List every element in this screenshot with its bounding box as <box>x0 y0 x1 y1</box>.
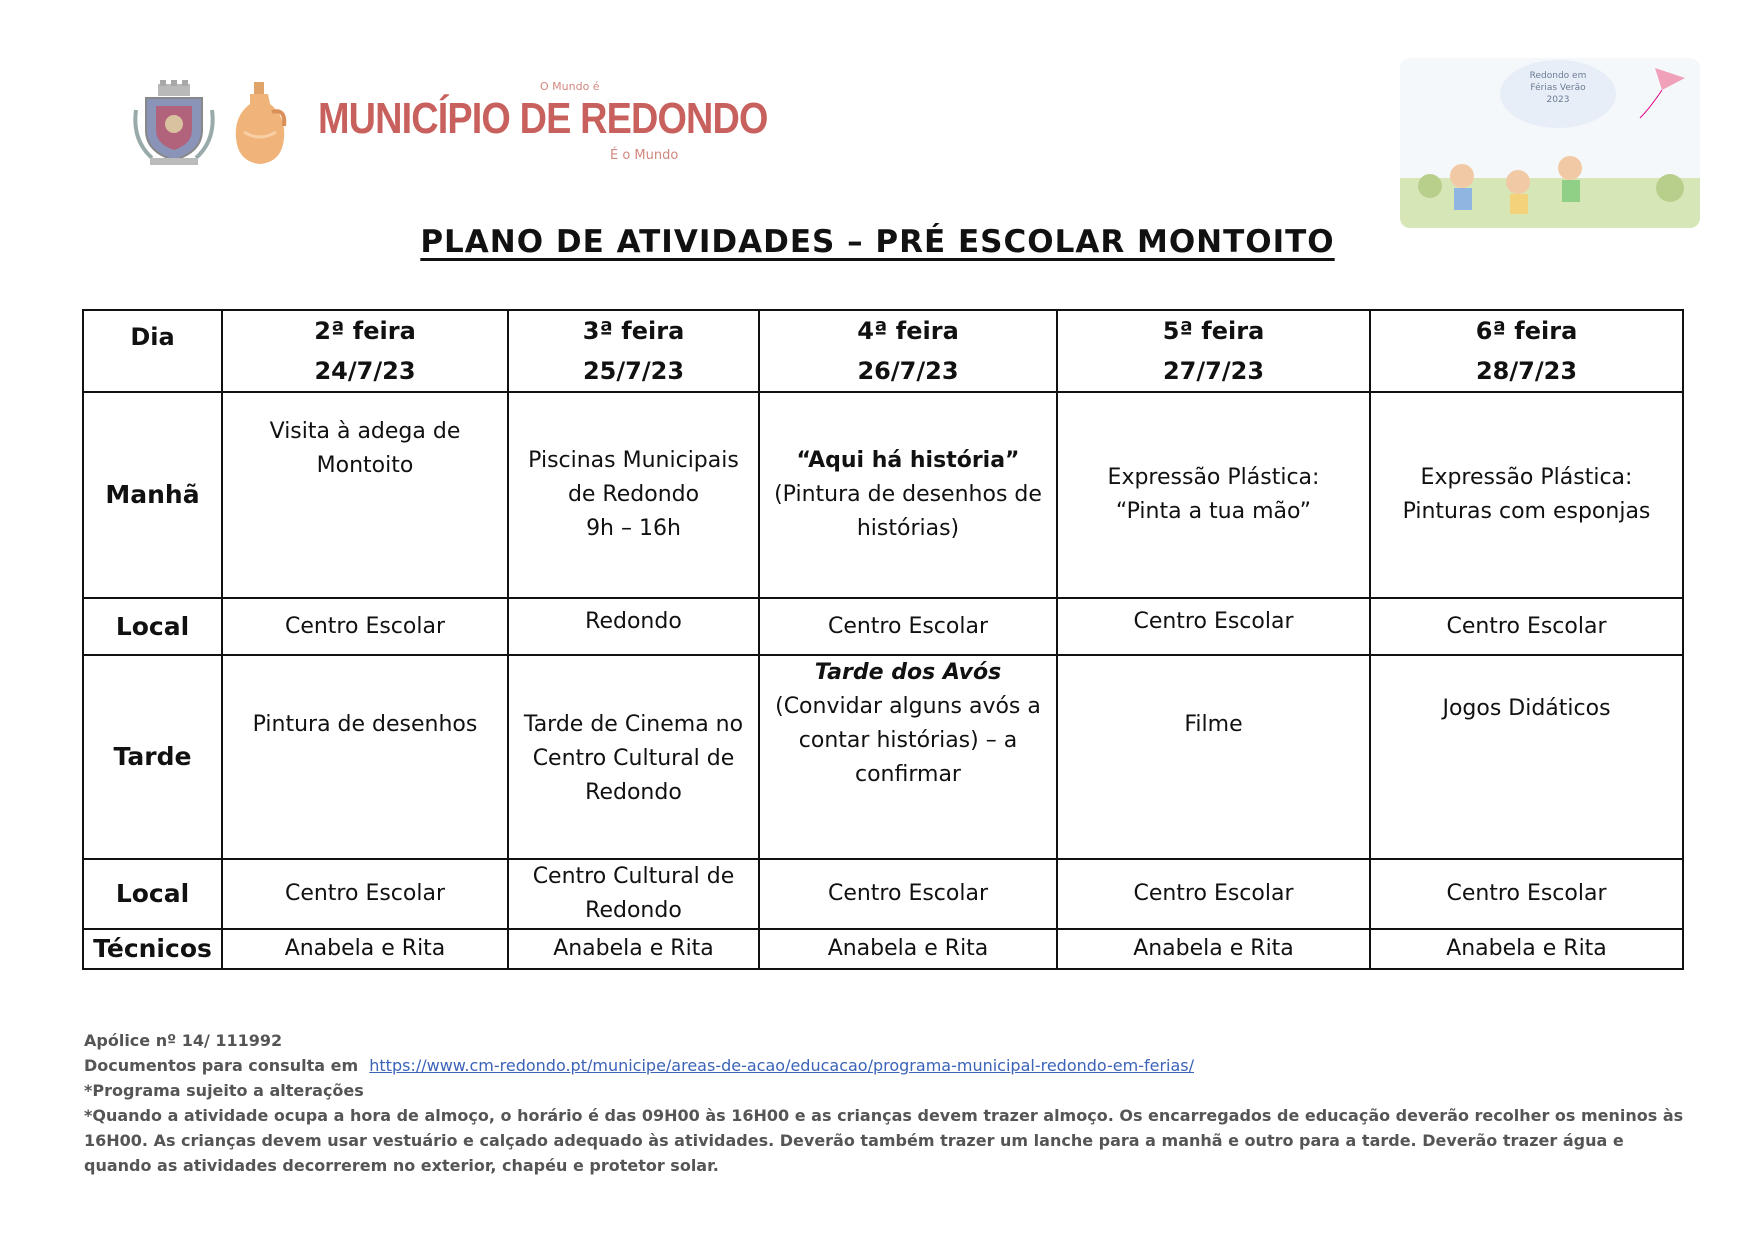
morning-activity-cell <box>759 392 1057 598</box>
activity-line: 9h – 16h <box>586 516 681 541</box>
brand-tagline-top: O Mundo é <box>540 80 600 93</box>
day-name: 3ª feira <box>582 317 685 345</box>
afternoon-location-row <box>83 859 1683 929</box>
day-date: 27/7/23 <box>1162 357 1265 385</box>
row-label-location: Local <box>83 859 222 929</box>
activity-line: (Pintura de desenhos de <box>774 482 1042 507</box>
activity-line: Redondo <box>585 780 682 805</box>
technicians-cell: Anabela e Rita <box>1370 929 1683 969</box>
day-name: 5ª feira <box>1162 317 1265 345</box>
activity-schedule-table <box>82 309 1684 970</box>
activity-line: Montoito <box>316 453 414 478</box>
day-header <box>1370 310 1683 392</box>
insurance-policy: Apólice nº 14/ 111992 <box>84 1031 283 1050</box>
technicians-cell: Anabela e Rita <box>222 929 508 969</box>
day-name: 2ª feira <box>314 317 416 345</box>
documents-label: Documentos para consulta em <box>84 1056 359 1075</box>
day-header <box>759 310 1057 392</box>
location-cell: Centro Escolar <box>222 598 508 655</box>
activity-line: Filme <box>1184 712 1243 737</box>
afternoon-activity-cell <box>759 655 1057 859</box>
location-cell <box>1370 859 1683 929</box>
corner-header <box>83 310 222 392</box>
activity-line: confirmar <box>855 762 961 787</box>
page-title: PLANO DE ATIVIDADES – PRÉ ESCOLAR MONTOITO <box>420 224 1335 260</box>
afternoon-activity-cell <box>1057 655 1370 859</box>
location-line: Centro Escolar <box>284 881 446 906</box>
day-date: 26/7/23 <box>857 357 959 385</box>
location-cell <box>508 859 759 929</box>
technicians-cell: Anabela e Rita <box>508 929 759 969</box>
technicians-cell: Anabela e Rita <box>1057 929 1370 969</box>
activity-line: Pinturas com esponjas <box>1402 499 1651 524</box>
documents-line <box>84 1053 1684 1078</box>
location-line: Centro Cultural de <box>532 864 735 889</box>
activity-line: Expressão Plástica: <box>1107 465 1320 490</box>
row-label-technicians: Técnicos <box>83 929 222 969</box>
activity-line: histórias) <box>856 516 960 541</box>
morning-activity-cell <box>1370 392 1683 598</box>
activity-line: Tarde de Cinema no <box>523 712 744 737</box>
afternoon-row <box>83 655 1683 859</box>
location-line: Centro Escolar <box>827 881 989 906</box>
summer-vacation-illustration <box>1400 58 1700 228</box>
activity-line: de Redondo <box>567 482 700 507</box>
jug-logo-icon <box>232 82 288 166</box>
activity-line: contar histórias) – a <box>798 728 1018 753</box>
activity-line: (Convidar alguns avós a <box>775 694 1041 719</box>
location-cell: Centro Escolar <box>1370 598 1683 655</box>
location-line: Centro Escolar <box>1133 881 1294 906</box>
day-date: 25/7/23 <box>582 357 685 385</box>
morning-activity-cell <box>508 392 759 598</box>
day-date: 28/7/23 <box>1475 357 1578 385</box>
location-line: Redondo <box>585 898 682 923</box>
municipal-crest-icon <box>132 80 216 166</box>
activity-line: Expressão Plástica: <box>1420 465 1633 490</box>
location-cell: Redondo <box>508 598 759 655</box>
activity-title: Tarde dos Avós <box>814 660 1002 685</box>
day-date: 24/7/23 <box>314 357 416 385</box>
day-name: 4ª feira <box>857 317 959 345</box>
day-header <box>1057 310 1370 392</box>
location-cell: Centro Escolar <box>759 598 1057 655</box>
morning-activity-cell <box>1057 392 1370 598</box>
activity-line: Visita à adega de <box>269 419 461 444</box>
afternoon-activity-cell <box>508 655 759 859</box>
location-cell <box>1057 859 1370 929</box>
morning-row <box>83 392 1683 598</box>
location-line: Centro Escolar <box>1446 881 1607 906</box>
day-header <box>508 310 759 392</box>
activity-title: “Aqui há história” <box>796 448 1020 473</box>
activity-line: “Pinta a tua mão” <box>1115 499 1312 524</box>
page-header <box>0 0 1755 220</box>
morning-location-row <box>83 598 1683 655</box>
subject-to-change-note: *Programa sujeito a alterações <box>84 1081 364 1100</box>
morning-activity-cell <box>222 392 508 598</box>
activity-line: Centro Cultural de <box>532 746 735 771</box>
corner-label: Dia <box>130 323 175 351</box>
row-label-morning: Manhã <box>83 392 222 598</box>
location-cell <box>222 859 508 929</box>
lunch-hour-note: *Quando a atividade ocupa a hora de almoço, o horário é das 09H00 às 16H00 e as crianças devem trazer almoço. Os encarregados de educação deverão recolher os meninos às 16H00. As crianças devem usar vestuário e calçado adequado às atividades. Deverão também trazer um lanche para a manhã e outro para a tarde. Deverão trazer água e quando as atividades decorrerem no exterior, chapéu e protetor solar. <box>84 1106 1684 1175</box>
location-cell: Centro Escolar <box>1057 598 1370 655</box>
activity-line: Jogos Didáticos <box>1442 696 1611 721</box>
badge-caption: Redondo em Férias Verão 2023 <box>1529 71 1587 105</box>
afternoon-activity-cell <box>222 655 508 859</box>
header-row <box>83 310 1683 392</box>
brand-tagline-bottom: É o Mundo <box>610 148 679 163</box>
footer-notes <box>84 1028 1684 1178</box>
afternoon-activity-cell <box>1370 655 1683 859</box>
day-header <box>222 310 508 392</box>
row-label-location: Local <box>83 598 222 655</box>
activity-line: Piscinas Municipais <box>528 448 739 473</box>
brand-name: MUNICÍPIO DE REDONDO <box>318 94 768 143</box>
row-label-afternoon: Tarde <box>83 655 222 859</box>
day-name: 6ª feira <box>1475 317 1578 345</box>
technicians-row <box>83 929 1683 969</box>
municipality-logo <box>318 80 768 172</box>
technicians-cell: Anabela e Rita <box>759 929 1057 969</box>
documents-link[interactable]: https://www.cm-redondo.pt/municipe/areas-de-acao/educacao/programa-municipal-redondo-em-ferias/ <box>369 1056 1194 1075</box>
activity-line: Pintura de desenhos <box>252 712 478 737</box>
location-cell <box>759 859 1057 929</box>
